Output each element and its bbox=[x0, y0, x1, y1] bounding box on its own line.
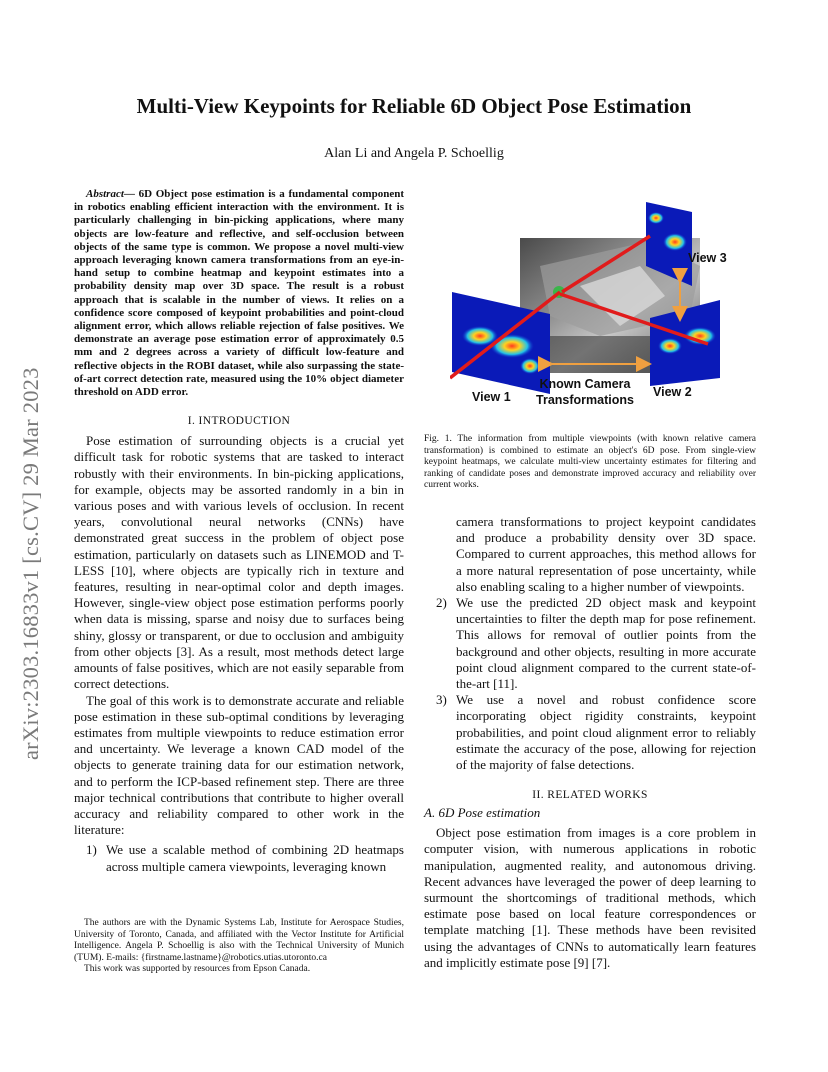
paper-title: Multi-View Keypoints for Reliable 6D Object Pose Estimation bbox=[136, 94, 692, 118]
abstract-label: Abstract bbox=[86, 188, 124, 200]
subsection-heading-pose-estimation: A. 6D Pose estimation bbox=[424, 805, 541, 821]
label-view-3: View 3 bbox=[688, 251, 727, 265]
contribution-item-1 bbox=[74, 842, 404, 874]
abstract-text: — 6D Object pose estimation is a fundamental component in robotics enabling efficient interaction with the environment. It is particularly challenging in bin-picking applications, where many objects are low-feature and reflective, and self-occlusion between objects of the same type is common. We propose a novel multi-view approach leveraging known camera transformations from an eye-in-hand setup to combine heatmap and keypoint estimates into a probability density map over 3D space. The result is a robust approach that is scalable in the number of views. It relies on a confidence score composed of keypoint probabilities and point-cloud alignment error, which allows reliable rejection of false positives. We demonstrate an average pose estimation error of approximately 0.5 mm and 2 degrees across a variety of difficult low-feature and reflective objects in the ROBI dataset, while also surpassing the state-of-art correct detection rate, measured using the 10% object diameter threshold on ADD error. bbox=[74, 188, 404, 399]
label-known-camera: Known Camera bbox=[539, 377, 631, 391]
contribution-item-1-continued bbox=[424, 514, 756, 595]
contribution-list-left bbox=[74, 842, 404, 874]
section-heading-introduction: I. INTRODUCTION bbox=[187, 415, 291, 428]
figure-1-illustration bbox=[450, 196, 750, 412]
contribution-item-1-text: We use a scalable method of combining 2D heatmaps across multiple camera viewpoints, leveraging known bbox=[106, 842, 404, 874]
label-view-2: View 2 bbox=[653, 385, 692, 399]
abstract bbox=[74, 188, 404, 399]
left-column bbox=[74, 188, 404, 875]
list-number-1: 1) bbox=[86, 842, 97, 858]
list-number-3: 3) bbox=[436, 692, 447, 708]
label-view-1: View 1 bbox=[472, 390, 511, 404]
contribution-item-3 bbox=[424, 692, 756, 773]
intro-paragraph-1: Pose estimation of surrounding objects is a crucial yet difficult task for robotic systems that are tasked to interact robustly with their environments. In bin-picking applications, for example, objects may be assorted randomly in a bin in various poses and with various levels of occlusion. In recent years, convolutional neural networks (CNNs) have demonstrated great success in the problem of object pose estimation, particularly on datasets such as LINEMOD and T-LESS [10], where objects are typically rich in texture and features, resulting in near-optimal color and depth images. However, single-view object pose estimation performs poorly when data is missing, sparse and noisy due to surfaces being shiny, glossy or transparent, or due to occlusion and ambiguity from other objects [3]. As a result, most methods detect large amounts of false positives, which are not easily separable from correct detections. bbox=[74, 433, 404, 692]
contribution-item-3-text: We use a novel and robust confidence score incorporating object rigidity constraints, keypoint probabilities, and point cloud alignment error to reliably estimate the accuracy of the pose, allowing for rejection of the majority of false detections. bbox=[456, 692, 756, 773]
contribution-item-1-continued-text: camera transformations to project keypoint candidates and produce a probability density over 3D space. Compared to current approaches, this method allows for a more natural representation of pose uncertainty, while also enabling scaling to a higher number of viewpoints. bbox=[456, 514, 756, 594]
footnote-affiliation: The authors are with the Dynamic Systems Lab, Institute for Aerospace Studies, University of Toronto, Canada, and affiliated with the Vector Institute for Artificial Intelligence. Angela P. Schoellig is also with the Technical University of Munich (TUM). E-mails: {firstname.lastname}@robotics.utias.utoronto.ca bbox=[74, 918, 404, 963]
label-transformations: Transformations bbox=[536, 393, 634, 407]
related-works-paragraph-1: Object pose estimation from images is a core problem in computer vision, with numerous applications in robotic manipulation, augmented reality, and autonomous driving. Recent advances have leveraged the power of deep learning to surmount the shortcomings of traditional methods, which estimate pose based on local feature correspondences or template matching [1]. These methods have been revisited using the advantages of CNNs to automatically learn features and implicitly estimate pose [9] [7]. bbox=[424, 825, 756, 970]
contribution-list-right bbox=[424, 514, 756, 773]
figure-1-caption: Fig. 1. The information from multiple viewpoints (with known relative camera transformation) is combined to estimate an object's 6D pose. From single-view keypoint heatmaps, we calculate multi-view uncertainty estimates for filtering and ranking of candidate poses and demonstrate improved accuracy and reliability over current works. bbox=[424, 434, 756, 491]
paper-authors: Alan Li and Angela P. Schoellig bbox=[324, 146, 504, 161]
contribution-item-2 bbox=[424, 595, 756, 692]
footnote-funding: This work was supported by resources from Epson Canada. bbox=[84, 964, 311, 975]
section-heading-related-works: II. RELATED WORKS bbox=[532, 789, 648, 802]
contribution-item-2-text: We use the predicted 2D object mask and keypoint uncertainties to filter the depth map for pose refinement. This allows for removal of outlier points from the background and other objects, resulting in more accurate point cloud alignment compared to the current state-of-the-art [11]. bbox=[456, 595, 756, 692]
list-number-2: 2) bbox=[436, 595, 447, 611]
right-column bbox=[424, 514, 756, 971]
arxiv-identifier-stamp: arXiv:2303.16833v1 [cs.CV] 29 Mar 2023 bbox=[18, 367, 43, 760]
intro-paragraph-2: The goal of this work is to demonstrate accurate and reliable pose estimation in these sub-optimal conditions by leveraging estimates from multiple viewpoints to reduce estimation error and uncertainty. We leverage a known CAD model of the objects to generate training data for our estimation network, and to perform the ICP-based refinement step. There are three major technical contributions that contribute to higher overall accuracy and reliability compared to other work in the literature: bbox=[74, 692, 404, 838]
figure-1 bbox=[450, 196, 750, 412]
footnotes bbox=[74, 918, 404, 976]
